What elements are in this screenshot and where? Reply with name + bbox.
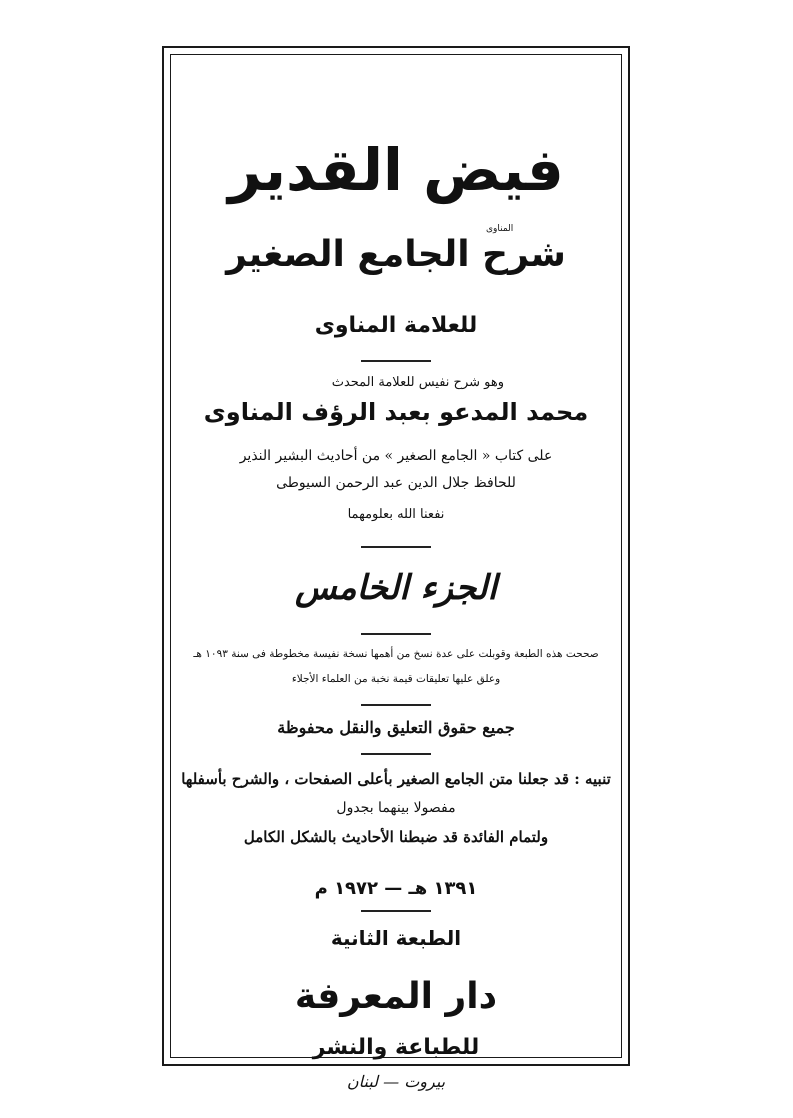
book-subtitle: شرح الجامع الصغير — [226, 234, 566, 275]
edition-note-line-2: وعلق عليها تعليقات قيمة نخبة من العلماء الأجلاء — [291, 673, 501, 685]
divider — [361, 910, 431, 912]
description-line: وهو شرح نفيس للعلامة المحدث — [331, 375, 504, 390]
blessing-line: نفعنا الله بعلومهما — [347, 507, 445, 522]
divider — [361, 633, 431, 635]
notice-line-3: ولتمام الفائدة قد ضبطنا الأحاديث بالشكل الكامل — [243, 828, 549, 846]
rights-notice: جميع حقوق التعليق والنقل محفوظة — [277, 718, 515, 737]
divider — [361, 704, 431, 706]
publisher-subtitle: للطباعة والنشر — [312, 1035, 480, 1060]
notice-line-1: تنبيه : قد جعلنا متن الجامع الصغير بأعلى الصفحات ، والشرح بأسفلها — [181, 770, 611, 788]
edition-note-line-1: صححت هذه الطبعة وقوبلت على عدة نسخ من أهمها نسخة نفيسة مخطوطة فى سنة ١٠٩٣ هـ — [193, 648, 599, 660]
title-page — [164, 48, 628, 1091]
divider — [361, 546, 431, 548]
book-title: فيض القدير — [228, 136, 564, 204]
hafiz-line: للحافظ جلال الدين عبد الرحمن السيوطى — [276, 475, 516, 491]
divider — [361, 753, 431, 755]
volume-title: الجزء الخامس — [294, 568, 497, 608]
page-border — [162, 46, 630, 1091]
author-short: للعلامة المناوى — [314, 313, 478, 338]
divider — [361, 360, 431, 362]
author-full-name: محمد المدعو بعبد الرؤف المناوى — [203, 398, 589, 426]
publisher-city: بيروت — لبنان — [346, 1072, 446, 1091]
publisher-name: دار المعرفة — [294, 976, 498, 1017]
notice-line-2: مفصولا بينهما بجدول — [336, 800, 456, 816]
edition-label: الطبعة الثانية — [330, 926, 462, 950]
publication-date: ١٣٩١ هـ — ١٩٧٢ م — [314, 878, 478, 899]
book-line: على كتاب « الجامع الصغير » من أحاديث البشير النذير — [239, 448, 553, 464]
title-small-label: المناوى — [486, 224, 514, 234]
